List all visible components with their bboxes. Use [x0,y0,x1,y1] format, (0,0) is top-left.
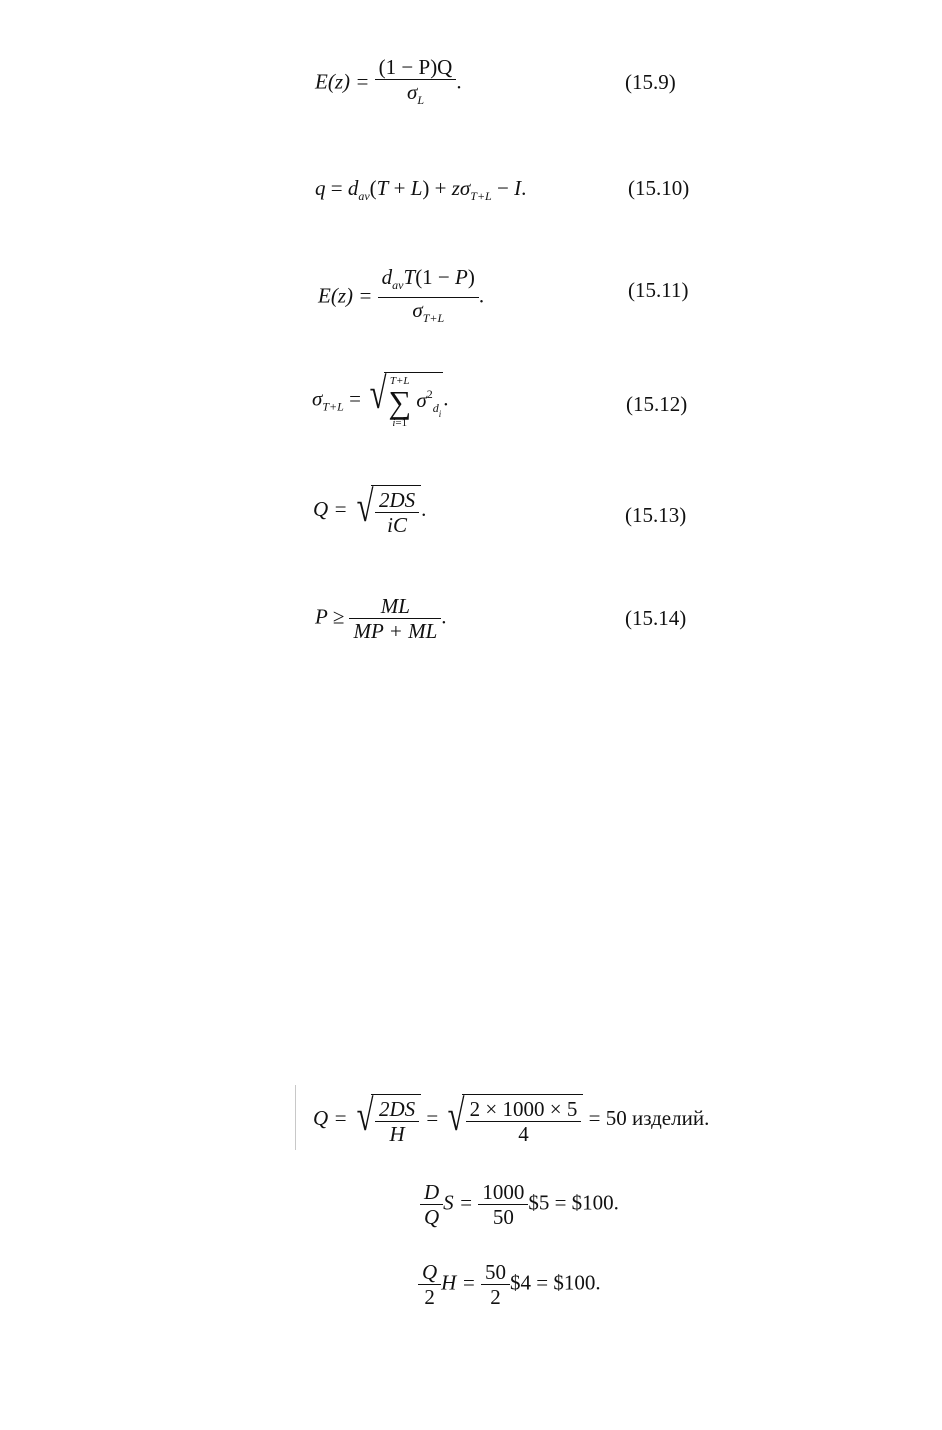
example-line-3 [418,1260,601,1309]
equation-number-15-12: (15.12) [626,392,688,416]
equation-number-15-14: (15.14) [625,606,687,630]
eq-lhs: Q = [313,1105,348,1130]
eq-lhs: E(z) = [318,283,373,308]
result: $4 = $100. [510,1270,601,1295]
eq-lhs: E(z) = [315,69,370,94]
numerator: 2DS [375,488,419,513]
fraction [478,1180,528,1229]
result: = 50 изделий. [588,1105,710,1130]
sigma-symbol: σ [406,80,418,104]
subscript: L [417,93,425,107]
square-root: √ T+L ∑ i=1 $\sigma^2_{d_i}$ [369,369,442,429]
equation-15-14 [315,594,447,643]
eq-lhs: Q = [313,496,348,521]
numerator: $d_{av}T(1 - P)$ [378,265,479,298]
equation-number-15-9: (15.9) [625,70,676,94]
denominator: H [389,1122,405,1146]
fraction [420,1180,443,1229]
fraction [378,265,479,330]
fraction [418,1260,441,1309]
summation: T+L ∑ i=1 [388,375,412,429]
numerator: ML [349,594,441,619]
period: . [421,496,427,521]
square-root: √ $\frac{2DS}{H}$ [353,1094,421,1146]
denominator: MP + ML [353,619,438,643]
numerator: Q [418,1260,441,1285]
numerator: 1000 [478,1180,528,1205]
denominator [375,80,457,112]
equation-15-9 [315,55,462,112]
numerator: 50 [481,1260,510,1285]
denominator: $\sigma_{T+L}$ [412,298,445,325]
denominator: 2 [424,1285,435,1309]
numerator: (1 − P)Q [375,55,457,80]
example-line-1: Q = √ $\frac{2DS}{H}$ = √ $\frac{2 \times 1000 \times 5}{4}$ = 50 изделий. [313,1091,710,1146]
equation-15-12: $\sigma_{T+L}$ = √ T+L ∑ i=1 $\sigma^2_{d_i}$ . [312,369,449,429]
denominator: Q [424,1205,440,1229]
period: . [456,69,462,94]
fraction [375,488,419,537]
period: . [441,604,447,629]
result: $5 = $100. [528,1190,619,1215]
denominator: 4 [518,1122,529,1146]
numerator: 2 × 1000 × 5 [466,1097,582,1122]
fraction [375,55,457,112]
fraction [375,1097,419,1146]
denominator: 50 [492,1205,514,1229]
fraction [481,1260,510,1309]
period: . [478,283,485,308]
margin-bar [295,1085,296,1150]
equation-number-15-11: (15.11) [628,278,689,302]
fraction [466,1097,582,1146]
denominator: iC [387,513,407,537]
equation-15-11 [318,265,484,330]
fraction [349,594,441,643]
numerator: D [420,1180,443,1205]
period: . [443,386,449,411]
equation-15-10: $q = d_{av}(T + L) + z\sigma_{T+L} - I$. [315,176,527,203]
numerator: 2DS [375,1097,419,1122]
equation-number-15-10: (15.10) [628,176,690,200]
eq-mid: H = [441,1270,476,1295]
square-root: √ $\frac{2DS}{iC}$ [353,485,421,537]
eq-mid: S = [443,1190,474,1215]
example-line-2 [420,1180,619,1229]
equation-number-15-13: (15.13) [625,503,687,527]
equation-15-13 [313,482,427,537]
eq-lhs: P ≥ [315,604,345,629]
square-root: √ $\frac{2 \times 1000 \times 5}{4}$ [444,1094,584,1146]
denominator: 2 [490,1285,501,1309]
